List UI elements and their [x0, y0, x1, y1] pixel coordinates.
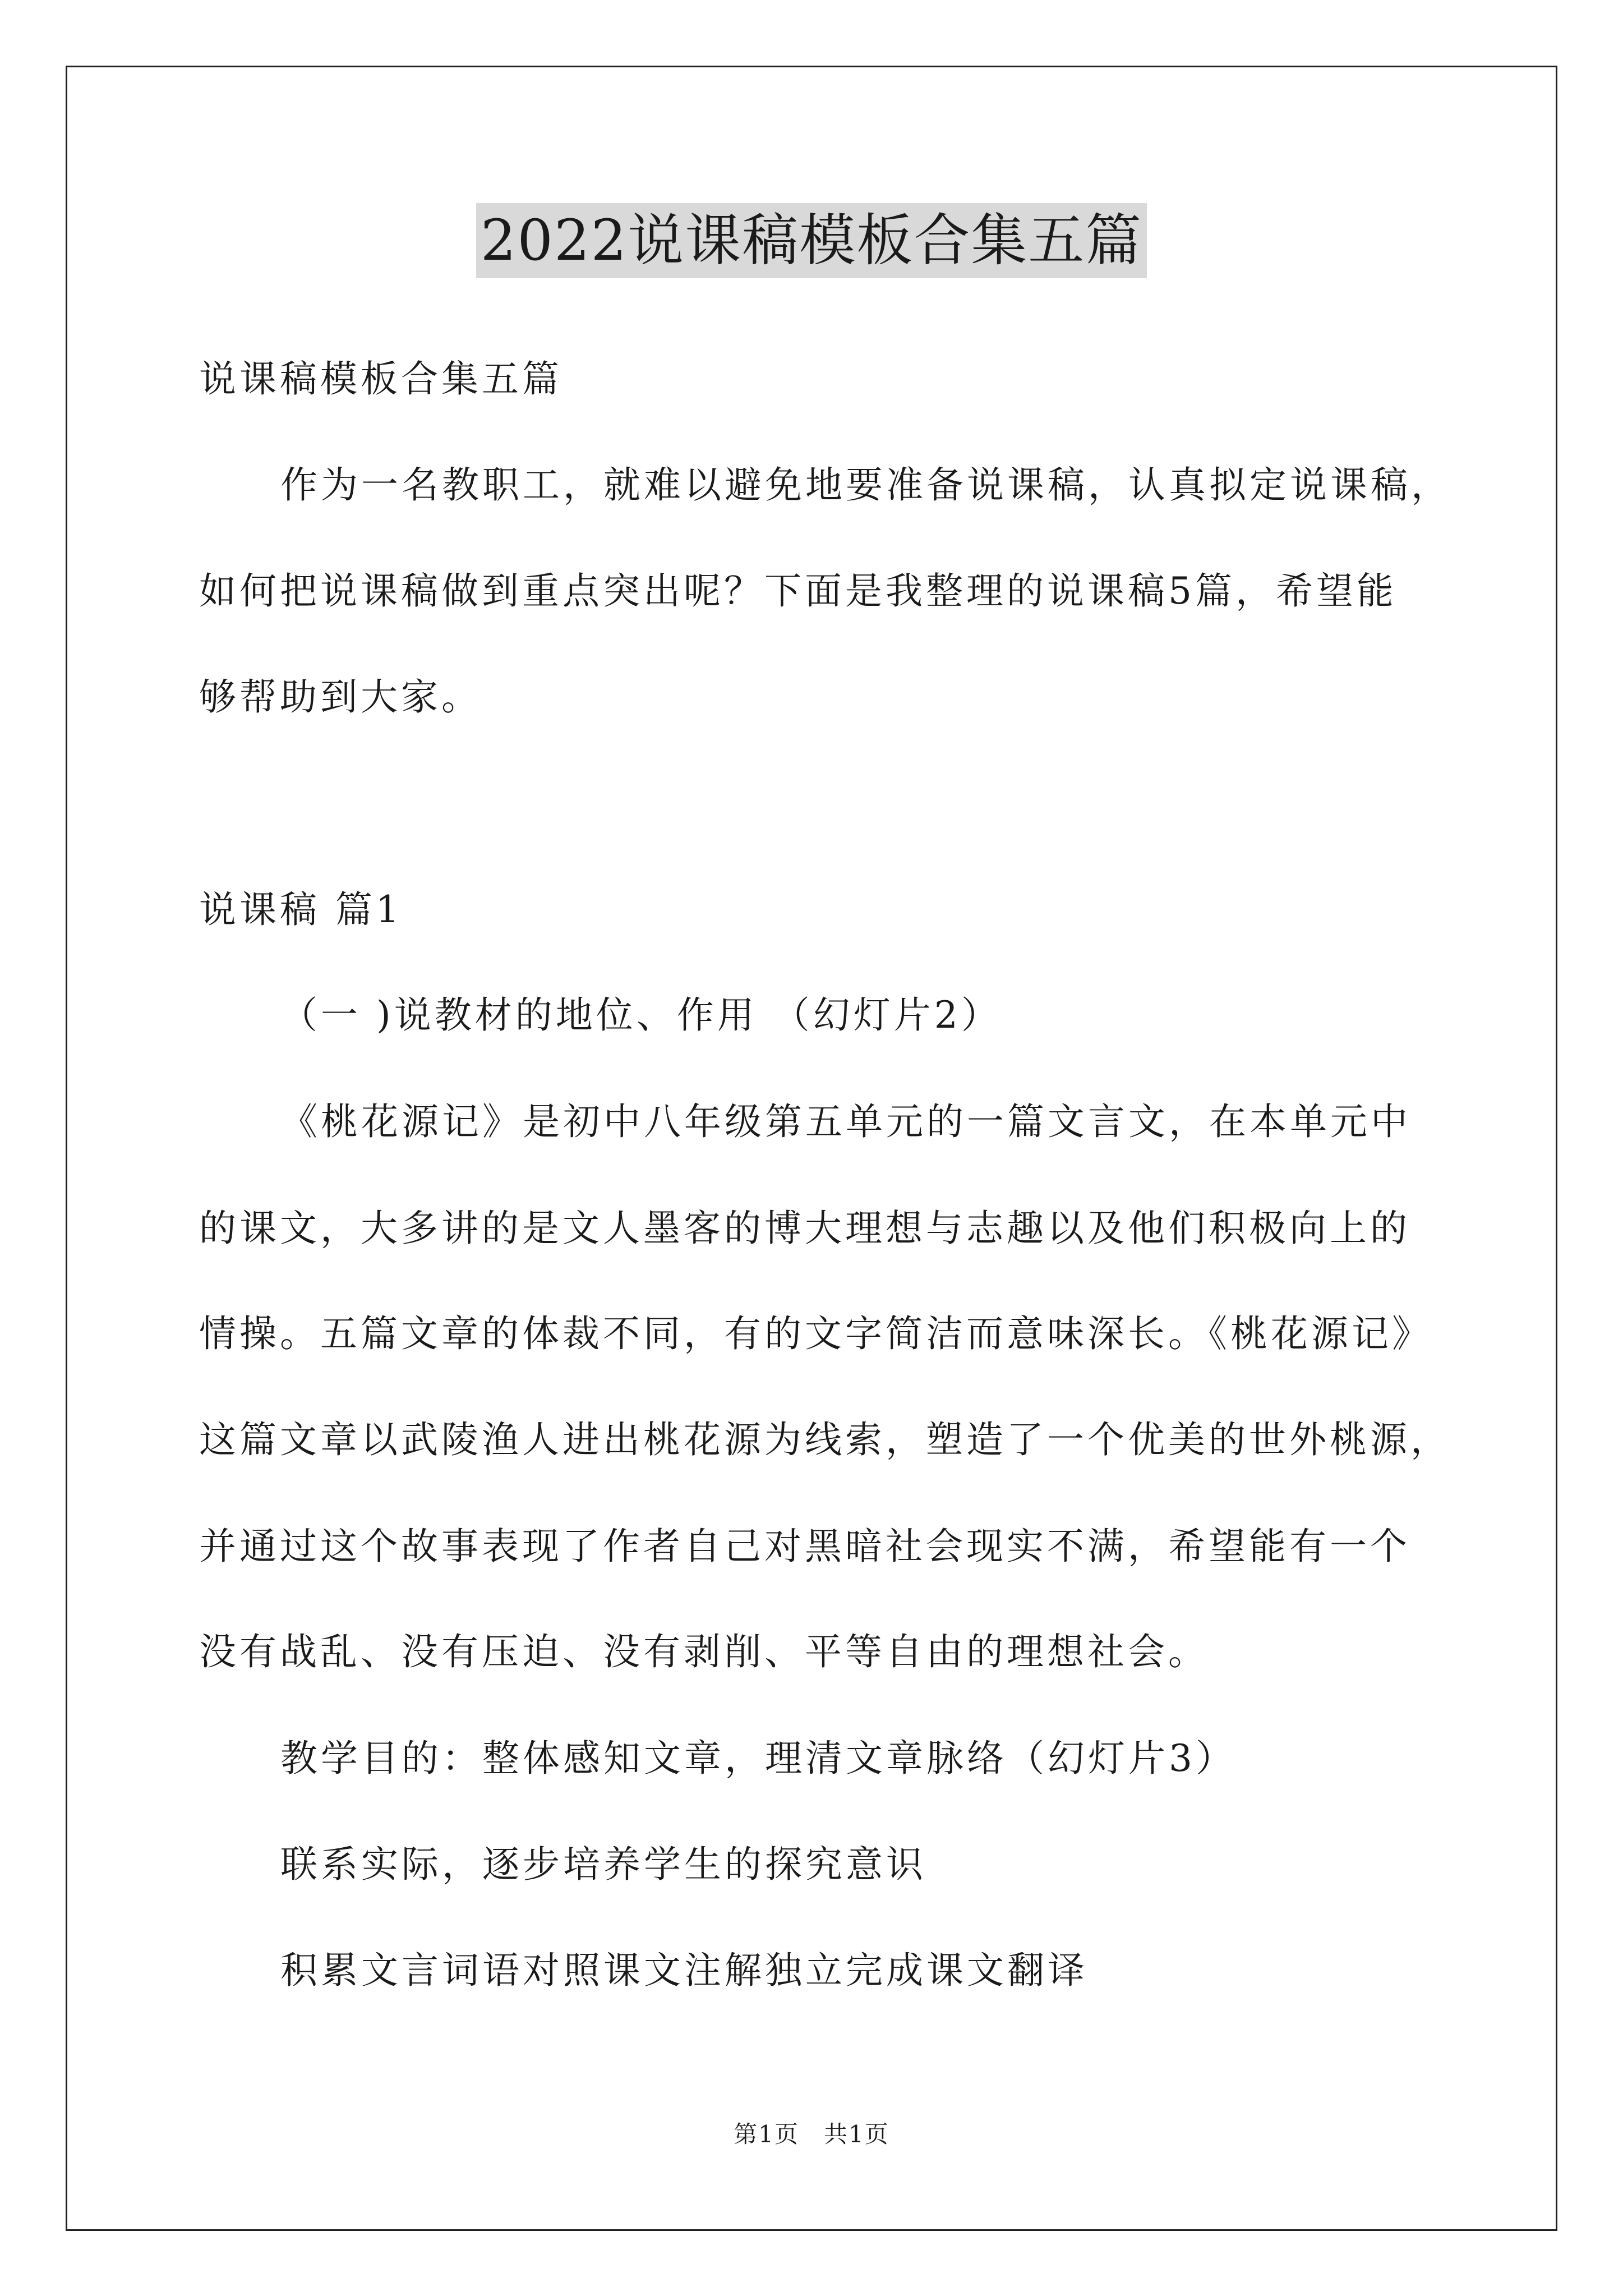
goal-line: 联系实际，逐步培养学生的探究意识 [280, 1843, 926, 1886]
goal-line: 教学目的：整体感知文章，理清文章脉络（幻灯片3） [280, 1737, 1236, 1780]
title-block [0, 203, 1623, 278]
body-line: 并通过这个故事表现了作者自己对黑暗社会现实不满，希望能有一个 [199, 1525, 1410, 1568]
body-line: 没有战乱、没有压迫、没有剥削、平等自由的理想社会。 [199, 1630, 1209, 1673]
body-line: 情操。五篇文章的体裁不同，有的文字简洁而意味深长。《桃花源记》 [199, 1312, 1432, 1355]
intro-line: 作为一名教职工，就难以避免地要准备说课稿，认真拟定说课稿， [280, 463, 1451, 507]
section-heading: 说课稿 篇1 [199, 888, 403, 931]
body-line: 的课文，大多讲的是文人墨客的博大理想与志趣以及他们积极向上的 [199, 1207, 1410, 1250]
page-footer: 第1页 共1页 [734, 2120, 889, 2148]
intro-line: 够帮助到大家。 [199, 675, 482, 719]
document-subtitle: 说课稿模板合集五篇 [199, 357, 562, 401]
document-title: 2022说课稿模板合集五篇 [476, 203, 1147, 278]
intro-line: 如何把说课稿做到重点突出呢？下面是我整理的说课稿5篇，希望能 [199, 569, 1397, 613]
body-line: 《桃花源记》是初中八年级第五单元的一篇文言文，在本单元中 [280, 1100, 1411, 1143]
goal-line: 积累文言词语对照课文注解独立完成课文翻译 [280, 1949, 1088, 1992]
body-line: 这篇文章以武陵渔人进出桃花源为线索，塑造了一个优美的世外桃源， [199, 1418, 1451, 1461]
section-subheading: （一 )说教材的地位、作用 （幻灯片2） [280, 993, 1002, 1037]
